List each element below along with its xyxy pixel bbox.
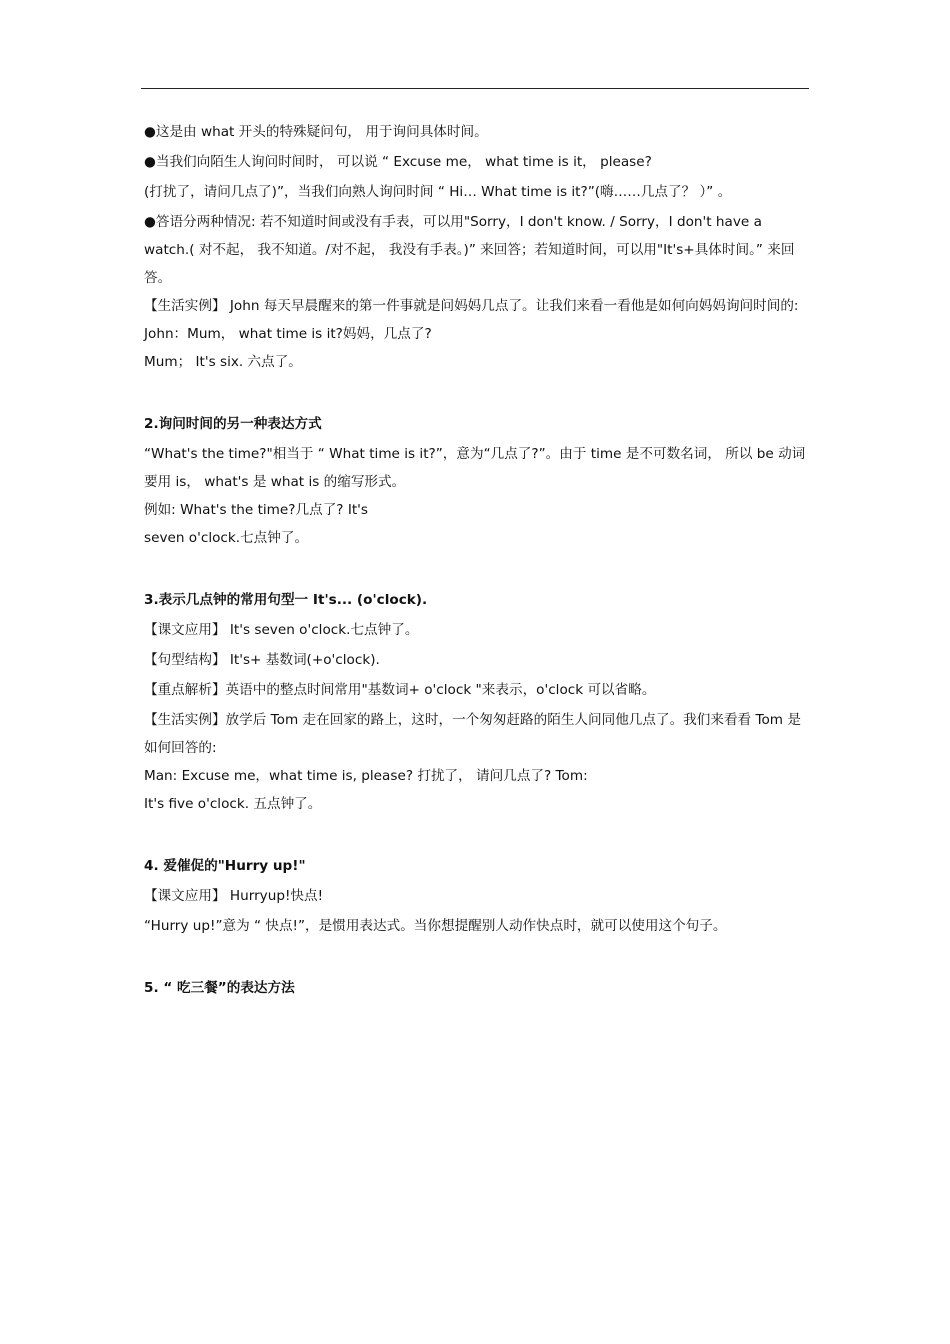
section-4-heading: 4. 爱催促的"Hurry up!": [144, 858, 306, 874]
section-3-dialog-tom: It's five o'clock. 五点钟了。: [144, 796, 322, 812]
section-3-key-analysis: 【重点解析】英语中的整点时间常用"基数词+ o'clock "来表示，o'clock 可以省略。: [144, 682, 656, 698]
section-4-paragraph: “Hurry up!”意为 “ 快点!”，是惯用表达式。当你想提醒别人动作快点时，就可以使用这个句子。: [144, 918, 727, 934]
bullet-what-question: ●这是由 what 开头的特殊疑问句， 用于询问具体时间。: [144, 124, 488, 140]
bullet-answer-cases: ●答语分两种情况: 若不知道时间或没有手表，可以用"Sorry，I don't know. / Sorry，I don't have a watch.( 对不起， 我不知道。/对不起， 我没有手表。)” 来回答；若知道时间，可以用"It's+具体时间。” 来回答。: [144, 214, 795, 286]
section-3-life-example-intro: 【生活实例】放学后 Tom 走在回家的路上，这时，一个匆匆赶路的陌生人问同他几点了。我们来看看 Tom 是如何回答的:: [144, 712, 801, 756]
bullet-ask-stranger: ●当我们向陌生人询问时间时， 可以说 “ Excuse me， what time is it， please?: [144, 154, 652, 170]
section-2-paragraph: “What's the time?"相当于 “ What time is it?”，意为“几点了?”。由于 time 是不可数名词， 所以 be 动词要用 is， what's 是 what is 的缩写形式。: [144, 446, 806, 490]
life-example-intro: 【生活实例】 John 每天早晨醒来的第一件事就是问妈妈几点了。让我们来看一看他是如何向妈妈询问时间的:: [144, 298, 799, 314]
section-2-heading: 2.询问时间的另一种表达方式: [144, 416, 322, 432]
bullet-ask-stranger-continued: (打扰了，请问几点了)”，当我们向熟人询问时间 “ Hi… What time is it?”(嗨……几点了？ ）” 。: [144, 184, 732, 200]
section-3-sentence-structure: 【句型结构】 It's+ 基数词(+o'clock).: [144, 652, 380, 668]
section-3-dialog-man: Man: Excuse me，what time is, please? 打扰了， 请问几点了? Tom:: [144, 768, 588, 784]
section-5-heading: 5. “ 吃三餐”的表达方法: [144, 980, 295, 996]
dialog-mum: Mum； It's six. 六点了。: [144, 354, 302, 370]
section-3-text-application: 【课文应用】 It's seven o'clock.七点钟了。: [144, 622, 419, 638]
header-rule: [141, 88, 809, 89]
section-3-heading: 3.表示几点钟的常用句型一 It's... (o'clock).: [144, 592, 428, 608]
section-4-text-application: 【课文应用】 Hurryup!快点!: [144, 888, 324, 904]
dialog-john: John：Mum， what time is it?妈妈，几点了?: [144, 326, 432, 342]
document-body: [144, 118, 808, 1002]
section-2-example-line-2: seven o'clock.七点钟了。: [144, 530, 309, 546]
section-2-example-line-1: 例如: What's the time?几点了? It's: [144, 502, 368, 518]
